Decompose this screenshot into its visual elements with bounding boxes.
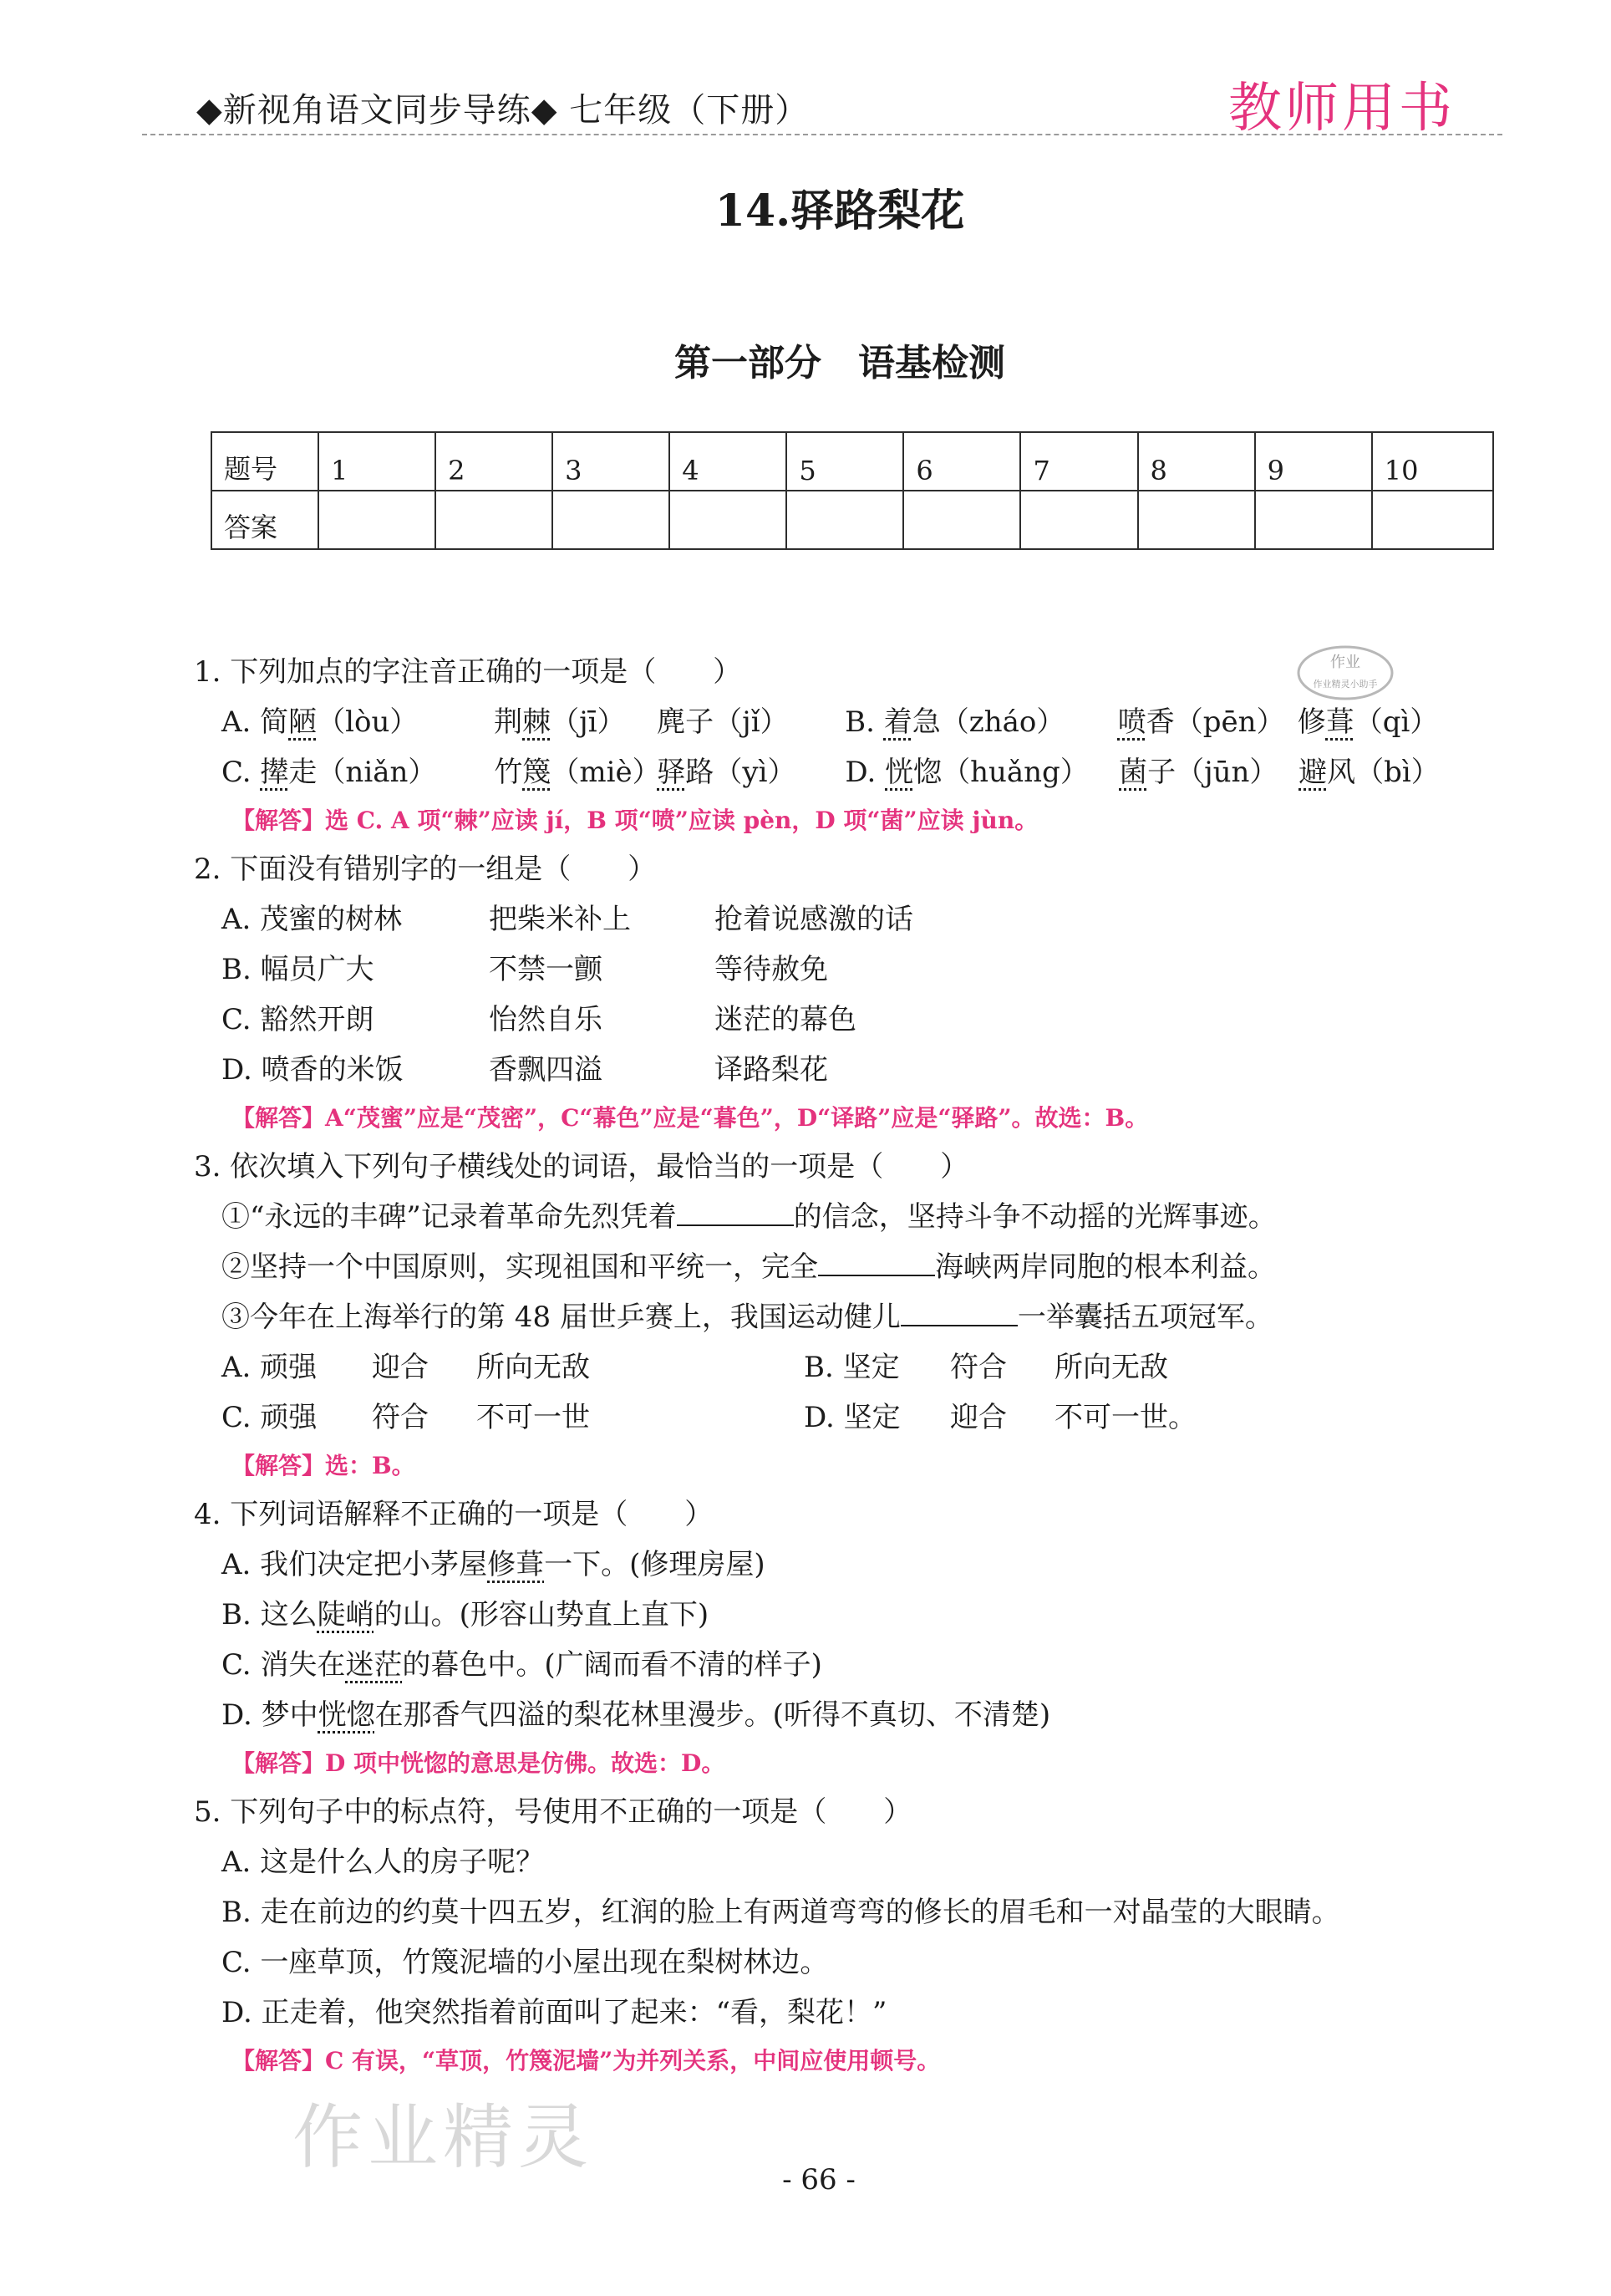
question-4-option-c: C. 消失在迷茫的暮色中。(广阔而看不清的样子)	[221, 1648, 822, 1682]
option-d-label: D.	[845, 756, 886, 789]
table-cell-number: 2	[435, 432, 552, 491]
table-cell-number: 7	[1020, 432, 1137, 491]
answer-cell[interactable]	[552, 491, 669, 549]
header-divider	[142, 134, 1502, 135]
question-2-option-a: A. 茂蜜的树林 把柴米补上 抢着说感激的话	[221, 903, 913, 936]
question-3-sentence-1: ①“永远的丰碑”记录着革命先烈凭着 的信念，坚持斗争不动摇的光辉事迹。	[194, 1192, 1497, 1242]
question-2-answer: 【解答】A“茂蜜”应是“茂密”，C“幕色”应是“暮色”，D“译路”应是“驿路”。故选：B。	[231, 1104, 1149, 1132]
stamp-top-text: 作业	[1330, 654, 1360, 671]
table-cell-number: 4	[669, 432, 786, 491]
question-3-options-cd: C. 顽强 符合 不可一世 D. 坚定 迎合 不可一世。	[221, 1401, 1197, 1434]
question-2-stem: 2. 下面没有错别字的一组是（ ）	[194, 853, 657, 886]
question-2-option-c: C. 豁然开朗 怡然自乐 迷茫的幕色	[221, 1003, 856, 1036]
question-3-sentence-3: ③今年在上海举行的第 48 届世乒赛上，我国运动健儿 一举囊括五项冠军。	[194, 1292, 1497, 1342]
option-a-word-3: 麂子（jǐ）	[657, 705, 789, 739]
option-d-word-2: 菌子（jūn）	[1119, 756, 1278, 789]
row-label-number: 题号	[211, 432, 318, 491]
question-3-answer: 【解答】选：B。	[231, 1452, 415, 1479]
question-5-option-a: A. 这是什么人的房子呢？	[221, 1845, 545, 1879]
question-1-stem: 1. 下列加点的字注音正确的一项是（ ）	[194, 655, 742, 689]
option-b-label: B.	[845, 705, 884, 739]
lesson-title: 14.驿路梨花	[714, 186, 965, 237]
answer-cell[interactable]	[1255, 491, 1372, 549]
question-1-options-cd	[194, 747, 1497, 797]
question-3-sentence-2: ②坚持一个中国原则，实现祖国和平统一，完全 海峡两岸同胞的根本利益。	[194, 1242, 1497, 1292]
answer-cell[interactable]	[1372, 491, 1493, 549]
table-cell-number: 9	[1255, 432, 1372, 491]
table-cell-number: 10	[1372, 432, 1493, 491]
question-1-answer: 【解答】选 C. A 项“棘”应读 jí，B 项“喷”应读 pèn，D 项“菌”应读 jùn。	[231, 807, 1039, 834]
book-title: ◆新视角语文同步导练◆ 七年级（下册）	[196, 91, 810, 130]
answer-cell[interactable]	[786, 491, 903, 549]
option-b-word-2: 喷香（pēn）	[1117, 705, 1285, 739]
table-cell-number: 6	[903, 432, 1020, 491]
option-b-word-3: 修葺（qì）	[1297, 705, 1439, 739]
question-2-option-b: B. 幅员广大 不禁一颤 等待赦免	[221, 953, 828, 986]
table-cell-number: 3	[552, 432, 669, 491]
stamp-bottom-text: 作业精灵小助手	[1313, 679, 1378, 690]
teacher-edition-badge: 教师用书	[1228, 78, 1456, 140]
option-a-word-1: 简陋（lòu）	[260, 705, 419, 739]
question-2-option-d: D. 喷香的米饭 香飘四溢 译路梨花	[221, 1053, 828, 1087]
question-1-options-ab	[194, 697, 1497, 747]
option-c-word-2: 竹篾（miè）	[494, 756, 661, 789]
option-c-word-1: 撵走（niǎn）	[260, 756, 437, 789]
question-5-option-b: B. 走在前边的约莫十四五岁，红润的脸上有两道弯弯的修长的眉毛和一对晶莹的大眼睛。	[221, 1896, 1340, 1929]
watermark: 作业精灵	[292, 2096, 594, 2178]
table-cell-number: 8	[1138, 432, 1255, 491]
answer-table	[211, 431, 1494, 550]
option-a-word-2: 荆棘（jī）	[494, 705, 626, 739]
question-5-option-c: C. 一座草顶，竹篾泥墙的小屋出现在梨树林边。	[221, 1946, 829, 1979]
questions	[194, 647, 1497, 2085]
question-5-option-d: D. 正走着，他突然指着前面叫了起来：“看，梨花！”	[221, 1996, 887, 2029]
question-number-row	[211, 432, 1493, 491]
option-b-word-1: 着急（zháo）	[883, 705, 1065, 739]
answer-cell[interactable]	[1020, 491, 1137, 549]
question-3-stem: 3. 依次填入下列句子横线处的词语，最恰当的一项是（ ）	[194, 1150, 969, 1184]
table-cell-number: 1	[318, 432, 435, 491]
question-4-option-a: A. 我们决定把小茅屋修葺一下。(修理房屋)	[221, 1548, 765, 1581]
answer-cell[interactable]	[903, 491, 1020, 549]
fill-blank-2[interactable]	[818, 1246, 935, 1276]
fill-blank-3[interactable]	[901, 1296, 1018, 1326]
answer-cell[interactable]	[318, 491, 435, 549]
question-4-option-d: D. 梦中恍惚在那香气四溢的梨花林里漫步。(听得不真切、不清楚)	[221, 1698, 1051, 1732]
answer-cell[interactable]	[435, 491, 552, 549]
option-c-word-3: 驿路（yì）	[657, 756, 796, 789]
answer-cell[interactable]	[669, 491, 786, 549]
option-d-word-3: 避风（bì）	[1298, 756, 1440, 789]
page-number: - 66 -	[782, 2163, 856, 2197]
answer-row	[211, 491, 1493, 549]
option-c-label: C.	[221, 756, 261, 789]
answer-cell[interactable]	[1138, 491, 1255, 549]
question-4-answer: 【解答】D 项中恍惚的意思是仿佛。故选：D。	[231, 1749, 725, 1777]
question-4-stem: 4. 下列词语解释不正确的一项是（ ）	[194, 1498, 714, 1531]
question-5-answer: 【解答】C 有误，“草顶，竹篾泥墙”为并列关系，中间应使用顿号。	[231, 2047, 941, 2075]
option-d-word-1: 恍惚（huǎng）	[885, 756, 1089, 789]
table-cell-number: 5	[786, 432, 903, 491]
question-4-option-b: B. 这么陡峭的山。(形容山势直上直下)	[221, 1598, 709, 1632]
question-5-stem: 5. 下列句子中的标点符，号使用不正确的一项是（ ）	[194, 1795, 912, 1829]
question-3-options-ab: A. 顽强 迎合 所向无敌 B. 坚定 符合 所向无敌	[221, 1351, 1168, 1384]
option-a-label: A.	[221, 705, 261, 739]
fill-blank-1[interactable]	[677, 1196, 794, 1226]
row-label-answer: 答案	[211, 491, 318, 549]
section-title: 第一部分 语基检测	[674, 342, 1005, 384]
